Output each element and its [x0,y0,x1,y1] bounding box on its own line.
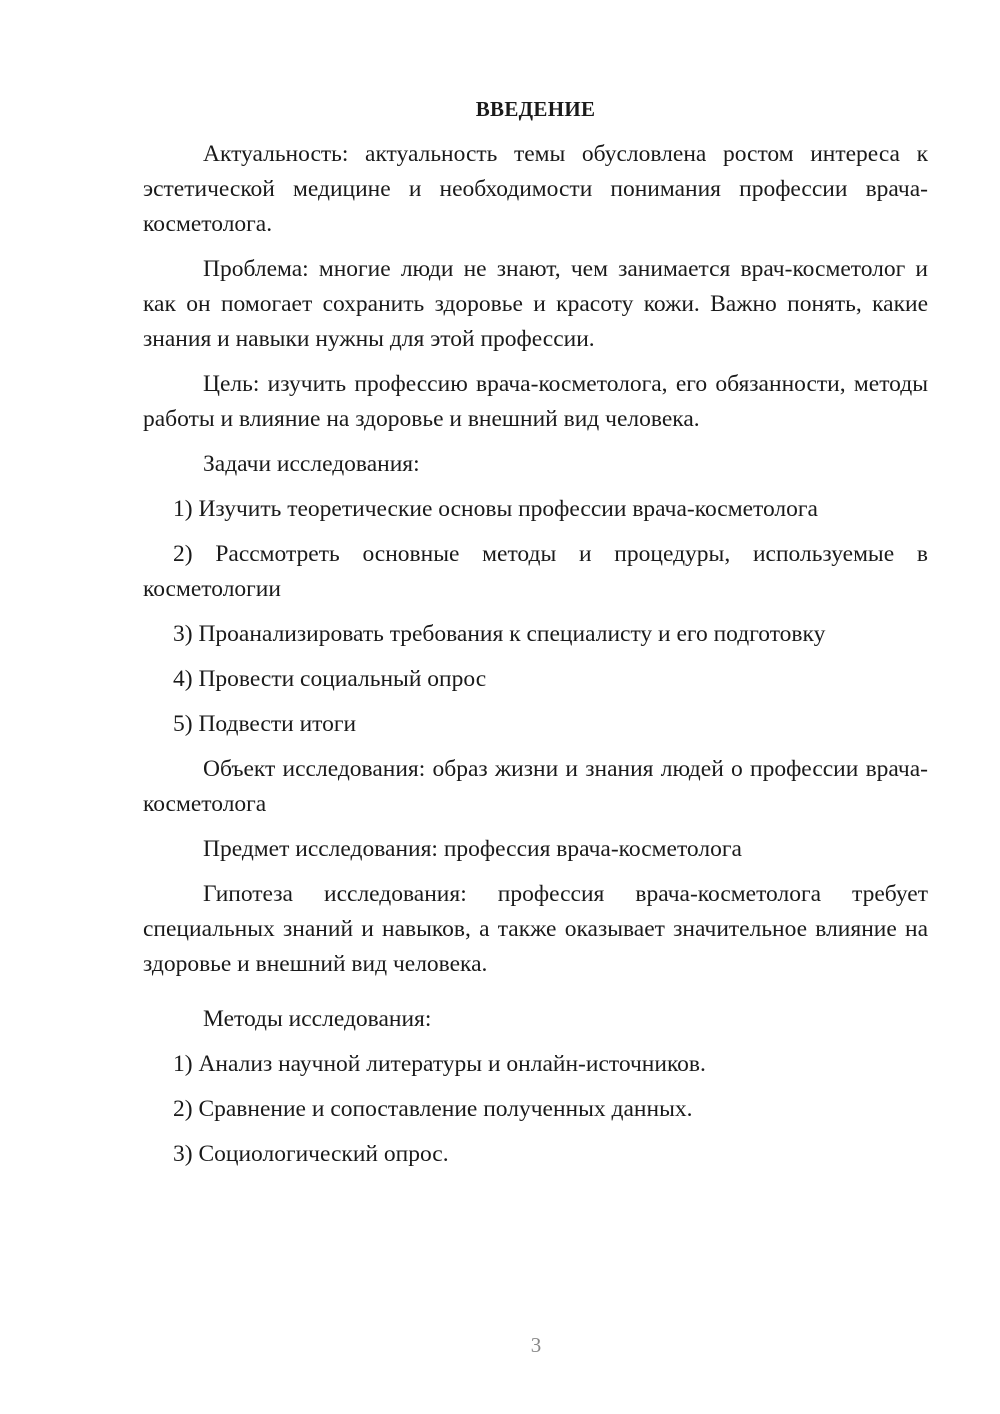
method-item: 3) Социологический опрос. [173,1141,449,1167]
methods-heading: Методы исследования: [203,1006,432,1032]
task-item: 2) Рассмотреть основные методы и процедуры, используемые в косметологии [143,541,928,602]
document-body [143,92,928,1182]
method-item: 1) Анализ научной литературы и онлайн-источников. [173,1051,706,1077]
task-item: 5) Подвести итоги [173,711,357,737]
task-item: 3) Проанализировать требования к специалисту и его подготовку [173,621,826,647]
hypothesis-paragraph: Гипотеза исследования: профессия врача-косметолога требует специальных знаний и навыков, а также оказывает значительное влияние на здоровье и внешний вид человека. [143,881,928,977]
object-paragraph: Объект исследования: образ жизни и знания людей о профессии врача-косметолога [143,756,928,817]
relevance-paragraph: Актуальность: актуальность темы обусловлена ростом интереса к эстетической медицине и необходимости понимания профессии врача-косметолога. [143,141,928,237]
problem-paragraph: Проблема: многие люди не знают, чем занимается врач-косметолог и как он помогает сохранить здоровье и красоту кожи. Важно понять, какие знания и навыки нужны для этой профессии. [143,256,928,352]
goal-paragraph: Цель: изучить профессию врача-косметолога, его обязанности, методы работы и влияние на здоровье и внешний вид человека. [143,371,928,432]
method-item: 2) Сравнение и сопоставление полученных данных. [173,1096,693,1122]
task-item: 1) Изучить теоретические основы профессии врача-косметолога [173,496,818,522]
task-item: 4) Провести социальный опрос [173,666,487,692]
tasks-heading: Задачи исследования: [203,451,420,477]
section-title: ВВЕДЕНИЕ [475,97,596,121]
subject-paragraph: Предмет исследования: профессия врача-косметолога [203,836,742,862]
page-number: 3 [530,1333,542,1357]
